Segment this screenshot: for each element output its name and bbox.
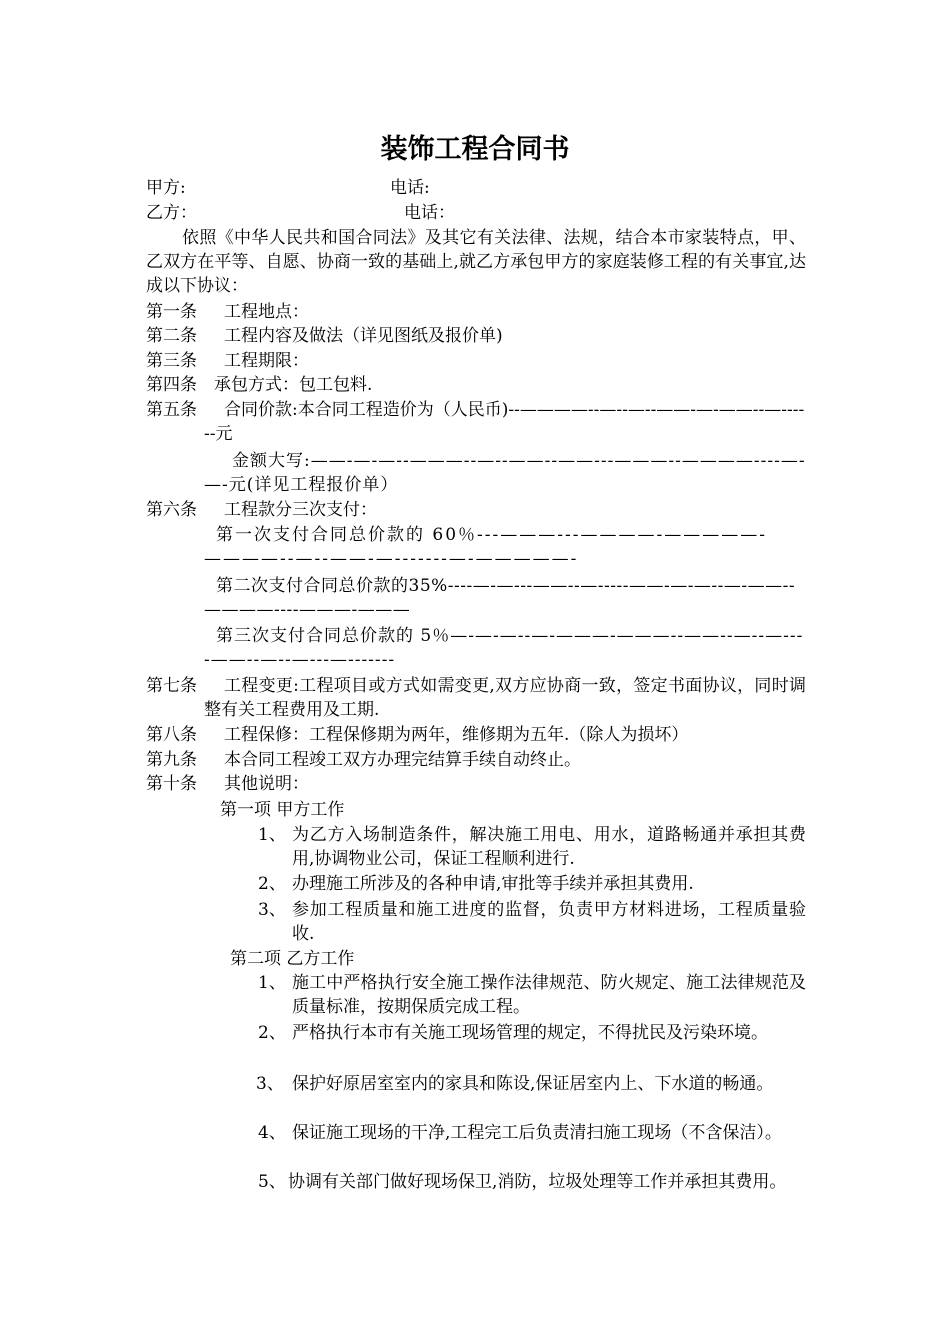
article-number: 第四条 [146, 375, 197, 395]
payment-3: 第三次支付合同总价款的 5％—-—-—--—-———-———--——--—--—----——--—--—---—------- [204, 626, 804, 670]
article-text: 工程内容及做法（详见图纸及报价单) [224, 326, 503, 346]
article-number: 第十条 [146, 774, 197, 794]
section-2-item-3-number: 3、 [256, 1074, 284, 1094]
article-number: 第一条 [146, 302, 197, 322]
list-item-text: 为乙方入场制造条件，解决施工用电、用水，道路畅通并承担其费用,协调物业公司，保证工程顺利进行. [292, 825, 806, 869]
article-9 [146, 748, 581, 772]
article-number: 第三条 [146, 351, 197, 371]
section-1-item-1-number: 1、 [258, 825, 286, 845]
section-2-heading: 第二项 乙方工作 [230, 949, 355, 969]
article-10 [146, 772, 309, 796]
article-number: 第六条 [146, 500, 197, 520]
article-6 [146, 498, 377, 522]
article-number: 第五条 [146, 400, 197, 420]
article-text: 工程款分三次支付： [224, 500, 377, 520]
article-5-text: 合同价款:本合同工程造价为（人民币)--————--—--—--——-—-——--—------元 [204, 400, 805, 444]
party-a-label: 甲方: [146, 178, 186, 198]
article-5-amount: 金额大写:——-—-—--———--—--——--——---———--————----—-—-元(详见工程报价单） [204, 451, 806, 495]
article-8 [146, 723, 689, 747]
article-7-text: 工程变更:工程项目或方式如需变更,双方应协商一致，签定书面协议，同时调整有关工程费用及工期. [204, 676, 806, 720]
article-4 [146, 373, 373, 397]
section-2-item-4-number: 4、 [258, 1123, 286, 1143]
section-1-item-3-text: 参加工程质量和施工进度的监督，负责甲方材料进场，工程质量验收. [292, 900, 806, 944]
article-2 [146, 324, 503, 348]
section-2-item-2-number: 2、 [258, 1023, 286, 1043]
article-text: 本合同工程竣工双方办理完结算手续自动终止。 [224, 750, 581, 770]
article-text: 其他说明： [224, 774, 309, 794]
article-5 [146, 398, 197, 422]
article-text: 工程保修：工程保修期为两年，维修期为五年.（除人为损坏） [224, 725, 689, 745]
article-3 [146, 349, 309, 373]
section-2-item-1-number: 1、 [258, 973, 286, 993]
article-7 [146, 674, 197, 698]
section-1-item-2-number: 2、 [258, 874, 286, 894]
payment-1: 第一次支付合同总价款的 60％---———---————-—————-————--—--——-—-------—-—————- [204, 525, 767, 569]
document-title: 装饰工程合同书 [380, 134, 570, 165]
section-1-item-1-text [292, 823, 806, 871]
section-1-heading: 第一项 甲方工作 [220, 800, 345, 820]
section-2-item-5-number: 5、 [258, 1172, 286, 1192]
article-number: 第九条 [146, 750, 197, 770]
section-1-item-2-text: 办理施工所涉及的各种申请,审批等手续并承担其费用. [292, 874, 694, 894]
party-b-phone-label: 电话： [404, 203, 455, 223]
article-text: 工程期限： [224, 351, 309, 371]
article-number: 第七条 [146, 676, 197, 696]
article-number: 第八条 [146, 725, 197, 745]
article-text: 承包方式：包工包料. [214, 375, 373, 395]
article-text: 工程地点： [224, 302, 309, 322]
article-1 [146, 300, 309, 324]
intro-paragraph: 依照《中华人民共和国合同法》及其它有关法律、法规，结合本市家装特点，甲、乙双方在平等、自愿、协商一致的基础上,就乙方承包甲方的家庭装修工程的有关事宜,达成以下协议： [146, 228, 806, 296]
party-b-label: 乙方： [146, 203, 197, 223]
section-1-item-3-number: 3、 [258, 900, 286, 920]
party-a-phone-label: 电话: [390, 178, 430, 198]
section-2-item-1-text: 施工中严格执行安全施工操作法律规范、防火规定、施工法律规范及质量标准，按期保质完成工程。 [292, 973, 806, 1017]
section-2-item-4-text: 保证施工现场的干净,工程完工后负责清扫施工现场（不含保洁）。 [292, 1123, 782, 1143]
article-number: 第二条 [146, 326, 197, 346]
section-2-item-5-text: 协调有关部门做好现场保卫,消防，垃圾处理等工作并承担其费用。 [288, 1172, 787, 1192]
section-2-item-2-text: 严格执行本市有关施工现场管理的规定，不得扰民及污染环境。 [292, 1023, 768, 1043]
party-b-line [146, 201, 455, 225]
payment-2: 第二次支付合同总价款的35%----—-—---——--—-----——-—-—--—-——--————----———-——— [204, 576, 796, 620]
section-2-item-3-text: 保护好原居室室内的家具和陈设,保证居室内上、下水道的畅通。 [292, 1074, 774, 1094]
party-a-line [146, 176, 430, 200]
